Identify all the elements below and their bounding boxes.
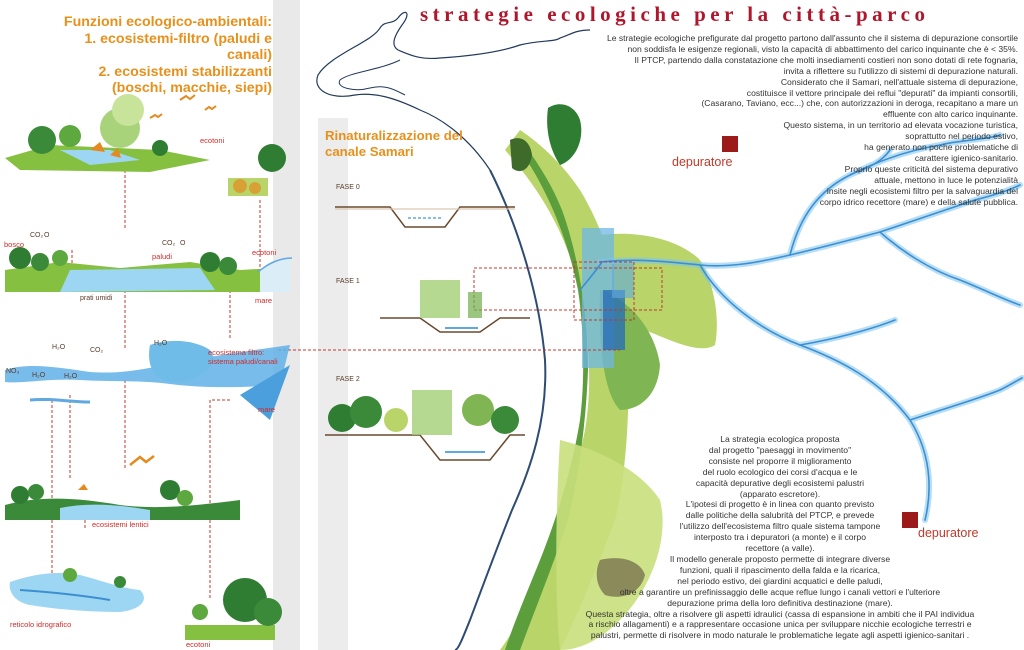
label-bosco: bosco bbox=[4, 240, 25, 249]
paragraph-top-line: corpo idrico recettore (mare) e della salute pubblica. bbox=[819, 196, 1018, 207]
label-ecotoni-bottom: ecotoni bbox=[186, 640, 211, 649]
label-o-a: O bbox=[44, 232, 50, 239]
paragraph-top-line: effluente con alto carico inquinante. bbox=[882, 109, 1018, 120]
paragraph-bottom-line: l'utilizzo dell'ecosistema filtro quale sistema tampone bbox=[679, 521, 881, 532]
label-ecosistemi-lentici: ecosistemi lentici bbox=[92, 520, 149, 529]
paragraph-top-line: costituisce il vettore principale dei reflui "depurati" da impianti consortili, bbox=[746, 87, 1018, 98]
label-h2o-b: H₂O bbox=[154, 340, 168, 347]
coastline-inner bbox=[339, 60, 405, 95]
paragraph-bottom-line: dalle politiche della salubrità del PTCP, e prevede bbox=[685, 510, 875, 521]
paragraph-bottom-line: L'ipotesi di progetto è in linea con quanto previsto bbox=[685, 499, 875, 510]
paragraph-bottom-line: oltre a garantire un prefinissaggio delle acque reflue lungo i canali vettori e l'ulteriore bbox=[619, 586, 941, 597]
label-ecotoni-top: ecotoni bbox=[200, 136, 225, 145]
renaturalization-heading bbox=[325, 128, 463, 160]
paragraph-top-line: non soddisfa le esigenze regionali, visto la capacità di abbattimento del carico inquinante che è < 35%. bbox=[627, 43, 1018, 54]
paragraph-bottom-line: capacità depurative degli ecosistemi palustri bbox=[695, 477, 865, 488]
paragraph-bottom-line: nel periodo estivo, dei giardini acquatici e delle paludi, bbox=[677, 575, 883, 586]
paragraph-bottom-line: La strategia ecologica proposta bbox=[720, 434, 840, 444]
paragraph-bottom-line: consiste nel proporre il miglioramento bbox=[708, 455, 852, 466]
paragraph-bottom bbox=[540, 434, 1020, 641]
label-paludi: paludi bbox=[152, 252, 173, 261]
diagram-hydro bbox=[10, 568, 144, 612]
diagram-second bbox=[5, 247, 292, 292]
functions-heading-line1: Funzioni ecologico-ambientali: bbox=[63, 14, 272, 30]
paragraph-top-line: soprattutto nel periodo estivo, bbox=[905, 131, 1018, 142]
paragraph-top bbox=[540, 33, 1018, 208]
paragraph-top-line: Considerato che il Samari, nell'attuale sistema di depurazione, bbox=[780, 76, 1018, 87]
paragraph-bottom-line: (apparato escretore). bbox=[739, 488, 821, 499]
project-area-highlight bbox=[612, 262, 634, 298]
paragraph-bottom-line: funzioni, quali il ripascimento della falda e la ricarica, bbox=[679, 564, 881, 575]
paragraph-bottom-line: Questa strategia, oltre a risolvere gli aspetti idraulici (cassa di espansione in ambiti che il PAI individua bbox=[585, 608, 975, 619]
label-h2o-a: H₂O bbox=[52, 344, 66, 351]
label-co2-a: CO₂ bbox=[30, 232, 44, 239]
paragraph-top-line: attuale, mettono in luce le potenzialità bbox=[874, 174, 1018, 185]
diagram-ecotones-bottom bbox=[185, 578, 282, 640]
label-h2o-d: H₂O bbox=[32, 372, 46, 379]
label-mare-2: mare bbox=[258, 405, 276, 414]
paragraph-bottom-line: interposto tra i depuratori (a monte) e il corpo bbox=[694, 532, 866, 543]
label-mare-1: mare bbox=[255, 296, 273, 305]
section-fase0 bbox=[335, 207, 515, 227]
functions-heading-line3: 2. ecosistemi stabilizzanti bbox=[98, 63, 272, 80]
functions-heading-line4: (boschi, macchie, siepi) bbox=[111, 80, 272, 96]
label-reticolo-idrografico: reticolo idrografico bbox=[10, 620, 72, 629]
phase-label-2: FASE 2 bbox=[336, 376, 360, 383]
paragraph-top-line: invita a riflettere su l'utilizzo di sistemi di depurazione naturali. bbox=[783, 65, 1018, 76]
section-fase1 bbox=[380, 280, 530, 332]
label-o-b: O bbox=[180, 240, 186, 247]
diagram-lentic bbox=[5, 456, 240, 520]
label-sistema-paludi: sistema paludi/canali bbox=[208, 357, 278, 366]
diagram-top bbox=[5, 94, 216, 172]
paragraph-top-line: Le strategie ecologiche prefigurate dal progetto partono dall'assunto che il sistema di depurazione consortile bbox=[606, 33, 1018, 43]
renaturalization-heading-line1: Rinaturalizzazione del bbox=[325, 128, 463, 143]
paragraph-bottom-line: Il modello generale proposto permette di integrare diverse bbox=[669, 553, 891, 564]
paragraph-bottom-line: del ruolo ecologico dei corsi d'acqua e le bbox=[702, 466, 858, 477]
label-no3: NO₃ bbox=[6, 368, 20, 375]
label-co2-c: CO₂ bbox=[90, 347, 104, 354]
depuratore-label-bottom: depuratore bbox=[918, 526, 979, 540]
paragraph-bottom-line: palustri, permette di risolvere in modo naturale le problematiche legate agli aspetti igienico-sanitari . bbox=[590, 630, 970, 641]
paragraph-top-line: (Casarano, Taviano, ecc...) che, con autorizzazioni in deroga, recapitano a mare un bbox=[701, 98, 1018, 109]
functions-heading bbox=[40, 14, 272, 97]
section-fase2 bbox=[325, 390, 525, 460]
paragraph-top-line: Il PTCP, partendo dalla constatazione che molti insediamenti costieri non sono dotati di rete fognaria, bbox=[634, 54, 1018, 65]
label-co2-b: CO₂ bbox=[162, 240, 176, 247]
paragraph-top-line: ha generato non poche problematiche di bbox=[864, 142, 1018, 153]
paragraph-bottom-line: dal progetto "paesaggi in movimento" bbox=[708, 444, 852, 455]
paragraph-bottom-line: depurazione prima della loro definitiva destinazione (mare). bbox=[667, 597, 893, 608]
depuratore-label-top: depuratore bbox=[672, 155, 733, 169]
label-prati-umidi: prati umidi bbox=[80, 295, 113, 302]
paragraph-bottom-line: a rischio allagamenti) e a rappresentare occasione unica per sviluppare nicchie ecologiche terrestri e bbox=[588, 619, 972, 630]
phase-label-1: FASE 1 bbox=[336, 278, 360, 285]
label-ecosistema-filtro: ecosistema filtro: bbox=[208, 348, 265, 357]
diagram-top-right-trees bbox=[228, 144, 286, 196]
page-title: strategie ecologiche per la città-parco bbox=[420, 2, 930, 26]
label-h2o-c: H₂O bbox=[64, 373, 78, 380]
paragraph-bottom-line: recettore (a valle). bbox=[745, 543, 815, 554]
paragraph-top-line: Proprio queste criticità del sistema depurativo bbox=[844, 163, 1018, 174]
functions-heading-line2: 1. ecosistemi-filtro (paludi e canali) bbox=[84, 30, 272, 63]
label-ecotoni-mid: ecotoni bbox=[252, 248, 277, 257]
paragraph-top-line: carattere igienico-sanitario. bbox=[914, 152, 1018, 163]
phase-label-0: FASE 0 bbox=[336, 184, 360, 191]
renaturalization-heading-line2: canale Samari bbox=[325, 144, 414, 159]
paragraph-top-line: Questo sistema, in un territorio ad elevata vocazione turistica, bbox=[783, 120, 1018, 131]
paragraph-top-line: insite negli ecosistemi filtro per la salvaguardia del bbox=[826, 185, 1018, 196]
